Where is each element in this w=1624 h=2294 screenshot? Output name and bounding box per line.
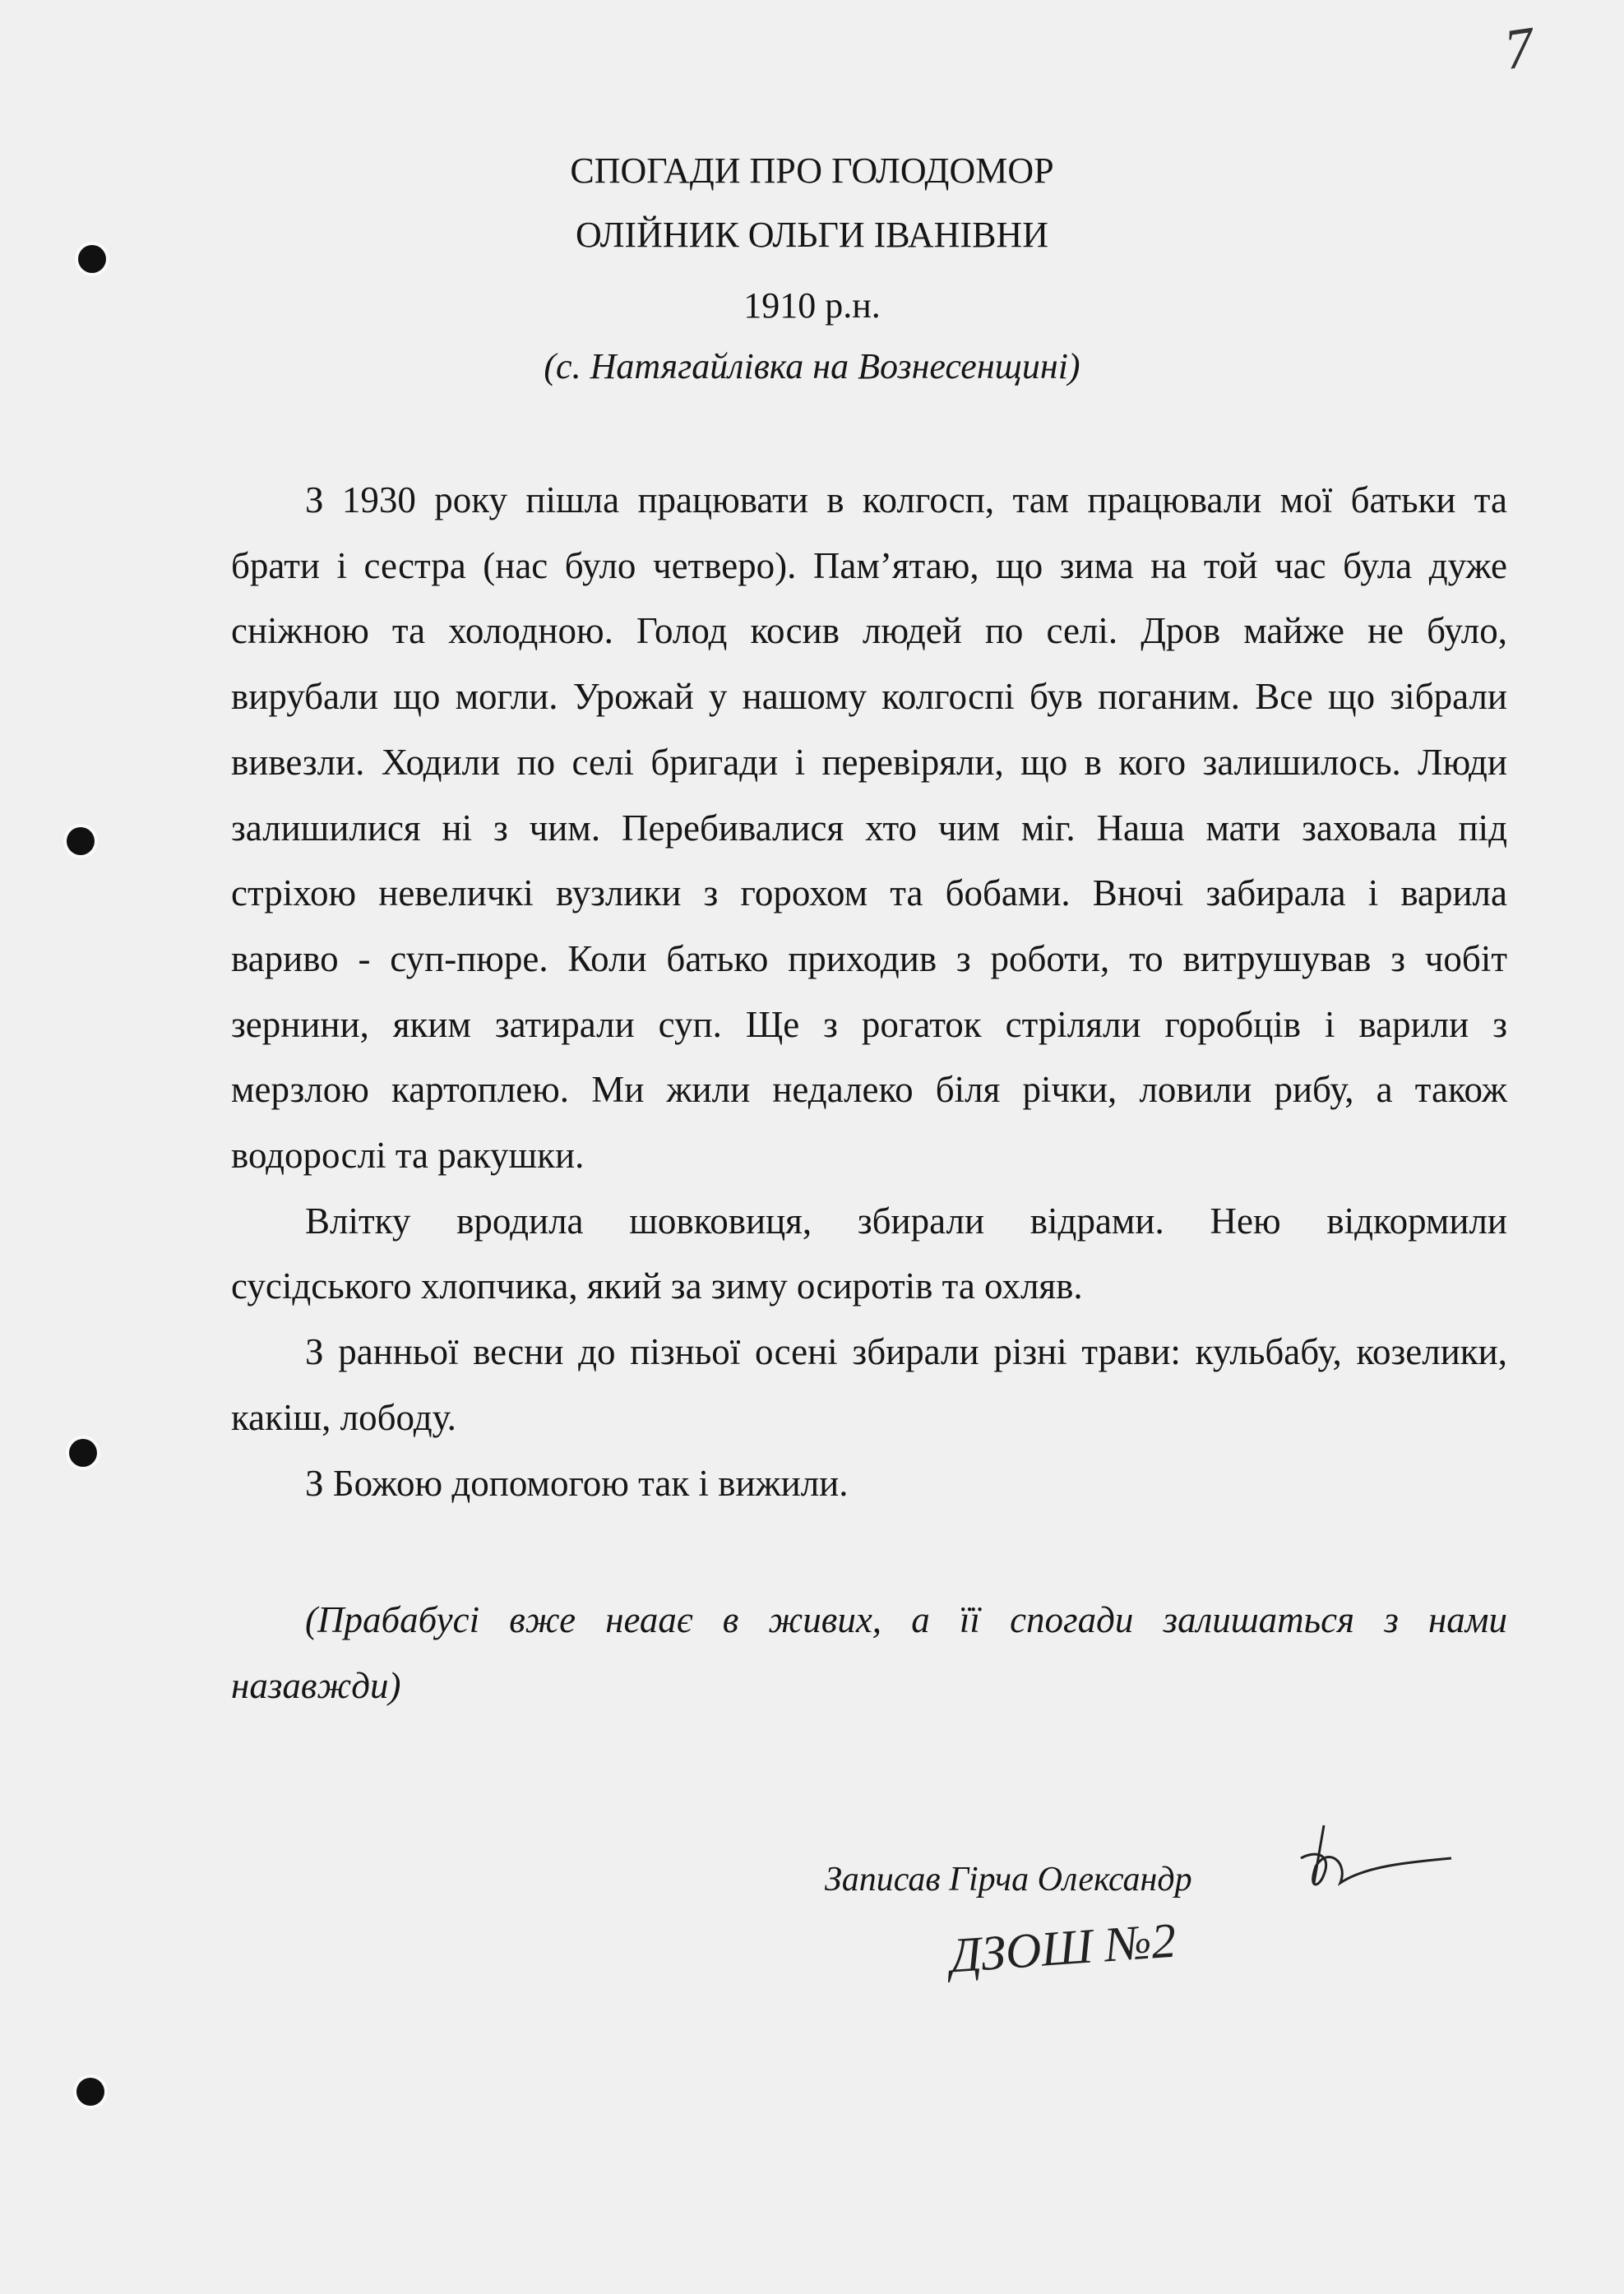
body-line: вариво - суп-пюре. Коли батько приходив з роботи, то витрушував з чобіт (231, 937, 1507, 979)
page-number: 7 (1500, 15, 1538, 83)
note-line: назавжди) (231, 1665, 401, 1706)
body-line: какіш, лободу. (231, 1396, 456, 1438)
body-line: сусідського хлопчика, який за зиму осиротів та охляв. (231, 1265, 1083, 1307)
body-line: З Божою допомогою так і вижили. (305, 1462, 849, 1504)
birth-year: 1910 р.н. (743, 285, 881, 326)
recorded-by: Записав Гірча Олександр (825, 1861, 1192, 1899)
body-line: вирубали що могли. Урожай у нашому колгоспі був поганим. Все що зібрали (231, 676, 1507, 718)
body-line: Влітку вродила шовковиця, збирали відрами. Нею відкормили (305, 1200, 1507, 1242)
handwritten-school: ДЗОШ №2 (947, 1912, 1178, 1983)
punch-hole (67, 827, 95, 855)
place: (с. Натягайлівка на Вознесенщині) (544, 346, 1080, 386)
body-line: зернини, яким затирали суп. Ще з рогаток стріляли горобців і варили з (231, 1003, 1507, 1045)
body-line: водорослі та ракушки. (231, 1135, 585, 1176)
body-line: стріхою невеличкі вузлики з горохом та бобами. Вночі забирала і варила (231, 872, 1507, 914)
punch-hole (76, 2078, 104, 2106)
body-line: брати і сестра (нас було четверо). Пам’ятаю, що зима на той час була дуже (231, 544, 1507, 586)
note-line: (Прабабусі вже неаає в живих, а її спогади залишаться з нами (305, 1599, 1507, 1640)
document-title: СПОГАДИ ПРО ГОЛОДОМОР (570, 150, 1054, 191)
body-line: З 1930 року пішла працювати в колгосп, там працювали мої батьки та (305, 479, 1507, 520)
body-line: З ранньої весни до пізньої осені збирали різні трави: кульбабу, козелики, (305, 1331, 1507, 1373)
body-line: залишилися ні з чим. Перебивалися хто чим міг. Наша мати заховала під (231, 807, 1507, 849)
subject-name: ОЛІЙНИК ОЛЬГИ ІВАНІВНИ (576, 215, 1048, 255)
body-line: мерзлою картоплею. Ми жили недалеко біля річки, ловили рибу, а також (231, 1069, 1507, 1111)
body-line: сніжною та холодною. Голод косив людей по селі. Дров майже не було, (231, 610, 1507, 652)
signature-icon (1291, 1817, 1455, 1924)
punch-hole (69, 1439, 97, 1467)
body-line: вивезли. Ходили по селі бригади і перевіряли, що в кого залишилось. Люди (231, 741, 1507, 783)
